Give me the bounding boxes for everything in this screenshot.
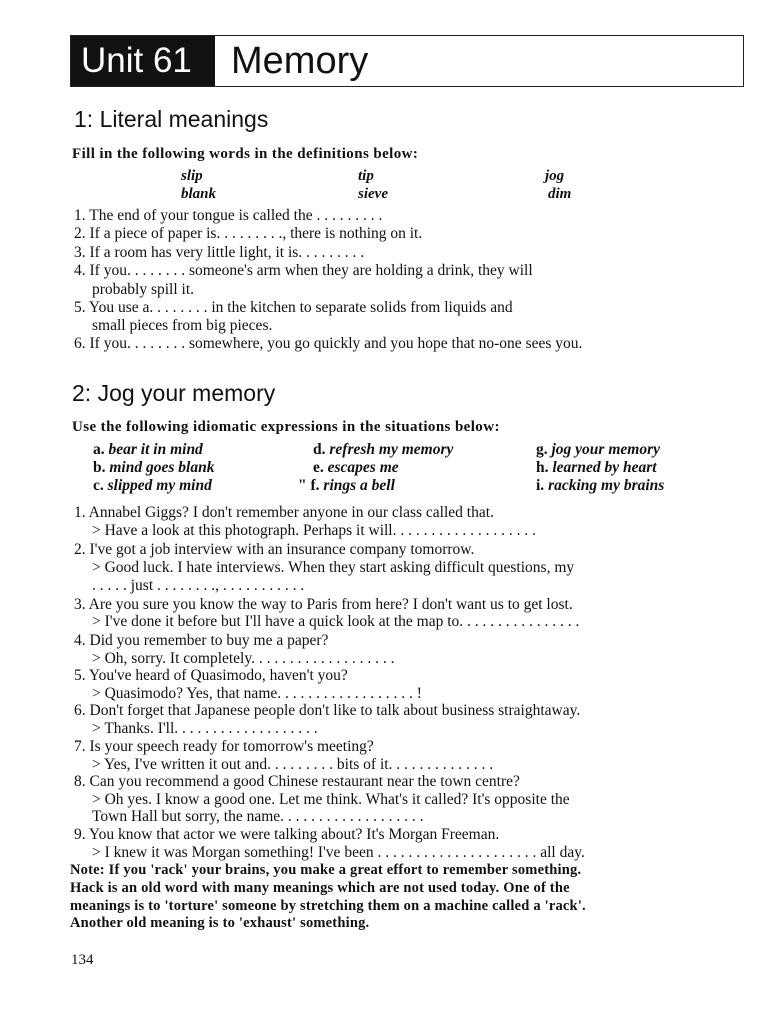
note-line-3: meanings is to 'torture' someone by stretching them on a machine called a 'rack'. xyxy=(70,898,586,914)
s1-item-5-cont: small pieces from big pieces. xyxy=(92,317,273,334)
s2-item-9: 9. You know that actor we were talking about? It's Morgan Freeman. xyxy=(74,826,500,843)
s2-item-9-answer: > I knew it was Morgan something! I've been . . . . . . . . . . . . . . . . . . . . . all day. xyxy=(92,844,585,861)
section2-instruction: Use the following idiomatic expressions in the situations below: xyxy=(72,419,500,435)
s1-item-6: 6. If you. . . . . . . . somewhere, you go quickly and you hope that no-one sees you. xyxy=(74,335,583,352)
word-dim: dim xyxy=(548,186,572,202)
word-slip: slip xyxy=(181,168,203,184)
unit-number: Unit 61 xyxy=(71,36,215,86)
s2-item-2-answer: > Good luck. I hate interviews. When they start asking difficult questions, my xyxy=(92,559,575,576)
expression-f: " f. rings a bell xyxy=(298,477,395,494)
s2-item-5: 5. You've heard of Quasimodo, haven't you? xyxy=(74,667,348,684)
note-line-2: Hack is an old word with many meanings which are not used today. One of the xyxy=(70,880,570,896)
expression-b: b. mind goes blank xyxy=(93,459,215,476)
section2-title: 2: Jog your memory xyxy=(72,380,276,406)
s2-item-1: 1. Annabel Giggs? I don't remember anyone in our class called that. xyxy=(74,504,494,521)
section1-title: 1: Literal meanings xyxy=(74,106,269,132)
s2-item-4: 4. Did you remember to buy me a paper? xyxy=(74,632,329,649)
s2-item-5-answer: > Quasimodo? Yes, that name. . . . . . . . . . . . . . . . . . ! xyxy=(92,685,422,702)
note-line-1: Note: If you 'rack' your brains, you make a great effort to remember something. xyxy=(70,862,582,878)
s1-item-4: 4. If you. . . . . . . . someone's arm when they are holding a drink, they will xyxy=(74,262,533,279)
expression-d: d. refresh my memory xyxy=(313,441,454,458)
s2-item-8: 8. Can you recommend a good Chinese restaurant near the town centre? xyxy=(74,773,520,790)
s2-item-7-answer: > Yes, I've written it out and. . . . . . . . . bits of it. . . . . . . . . . . . . . xyxy=(92,756,494,773)
expression-c: c. slipped my mind xyxy=(93,477,212,494)
s1-item-1: 1. The end of your tongue is called the . . . . . . . . . xyxy=(74,207,383,224)
expression-g: g. jog your memory xyxy=(536,441,660,458)
s2-item-2-answer-cont: . . . . . just . . . . . . . ., . . . . . . . . . . . xyxy=(92,577,305,594)
word-blank: blank xyxy=(181,186,217,202)
s2-item-4-answer: > Oh, sorry. It completely. . . . . . . . . . . . . . . . . . . xyxy=(92,650,395,667)
s2-item-8-answer-cont: Town Hall but sorry, the name. . . . . . . . . . . . . . . . . . . xyxy=(92,808,424,825)
s1-item-3: 3. If a room has very little light, it is. . . . . . . . . xyxy=(74,244,365,261)
unit-header xyxy=(70,35,744,87)
note-line-4: Another old meaning is to 'exhaust' something. xyxy=(70,915,370,931)
s2-item-2: 2. I've got a job interview with an insurance company tomorrow. xyxy=(74,541,475,558)
expression-a: a. bear it in mind xyxy=(93,441,203,458)
s1-item-2: 2. If a piece of paper is. . . . . . . . ., there is nothing on it. xyxy=(74,225,423,242)
section1-instruction: Fill in the following words in the definitions below: xyxy=(72,146,419,162)
unit-title: Memory xyxy=(231,40,369,82)
s2-item-3-answer: > I've done it before but I'll have a quick look at the map to. . . . . . . . . . . . . . . . xyxy=(92,613,580,630)
s2-item-8-answer: > Oh yes. I know a good one. Let me think. What's it called? It's opposite the xyxy=(92,791,570,808)
expression-h: h. learned by heart xyxy=(536,459,657,476)
word-jog: jog xyxy=(545,168,565,184)
s2-item-7: 7. Is your speech ready for tomorrow's meeting? xyxy=(74,738,374,755)
s2-item-3: 3. Are you sure you know the way to Paris from here? I don't want us to get lost. xyxy=(74,596,573,613)
word-tip: tip xyxy=(358,168,374,184)
expression-e: e. escapes me xyxy=(313,459,399,476)
page-number: 134 xyxy=(71,952,94,968)
s2-item-6: 6. Don't forget that Japanese people don't like to talk about business straightaway. xyxy=(74,702,581,719)
word-sieve: sieve xyxy=(358,186,388,202)
s2-item-1-answer: > Have a look at this photograph. Perhaps it will. . . . . . . . . . . . . . . . . . . xyxy=(92,522,536,539)
s2-item-6-answer: > Thanks. I'll. . . . . . . . . . . . . . . . . . . xyxy=(92,720,318,737)
s1-item-5: 5. You use a. . . . . . . . in the kitchen to separate solids from liquids and xyxy=(74,299,513,316)
expression-i: i. racking my brains xyxy=(536,477,665,494)
s1-item-4-cont: probably spill it. xyxy=(92,281,195,298)
